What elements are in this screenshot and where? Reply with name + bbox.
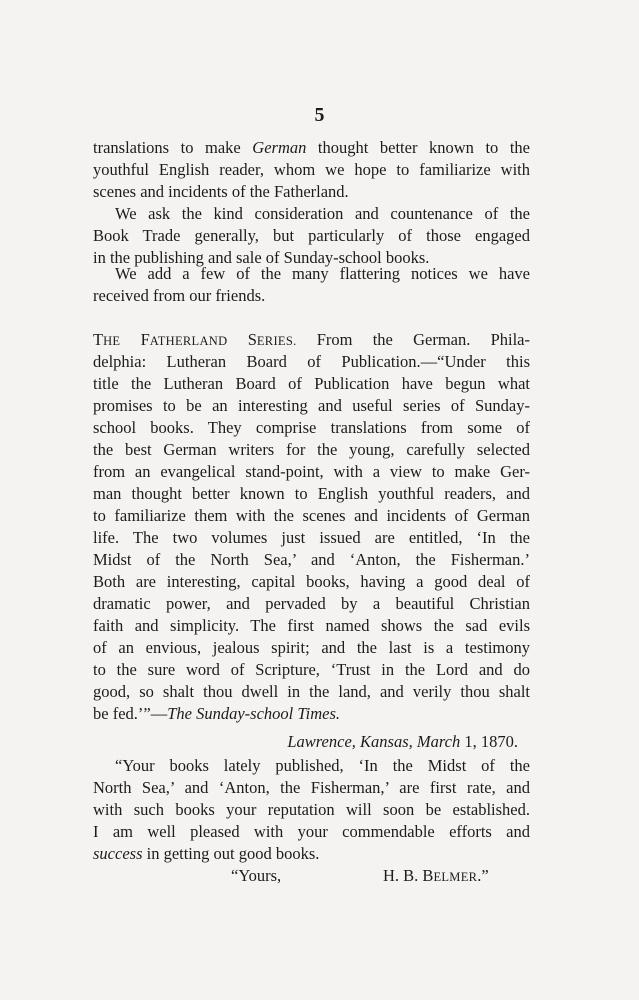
text-line: faith and simplicity. The first named shows the sad evils (93, 616, 530, 635)
text-line: dramatic power, and pervaded by a beautiful Christian (93, 594, 530, 613)
signer-name: H. B. BELMER.” (383, 866, 489, 885)
text-line: man thought better known to English youthful readers, and (93, 484, 530, 503)
letter-signature (93, 865, 530, 887)
text-line: be fed.’”—The Sunday-school Times. (93, 704, 341, 723)
closing: “Yours, (231, 866, 282, 885)
text-line: to the sure word of Scripture, ‘Trust in the Lord and do (93, 660, 530, 679)
text-line: Midst of the North Sea,’ and ‘Anton, the Fisherman.’ (93, 550, 530, 569)
letter (93, 731, 530, 887)
text-line: youthful English reader, whom we hope to familiarize with (93, 160, 530, 179)
letter-dateline: Lawrence, Kansas, March 1, 1870. (287, 732, 518, 751)
text-line: received from our friends. (93, 286, 266, 305)
text-line: to familiarize them with the scenes and incidents of German (93, 506, 530, 525)
source-title: The Sunday-school Times. (167, 704, 341, 723)
notice-title-line: THE FATHERLAND SERIES. From the German. Phila- (93, 330, 530, 349)
text-line: of an envious, jealous spirit; and the last is a testimony (93, 638, 530, 657)
text-line: promises to be an interesting and useful series of Sunday- (93, 396, 530, 415)
text-line: delphia: Lutheran Board of Publication.—“Under this (93, 352, 530, 371)
text-line: good, so shalt thou dwell in the land, and verily thou shalt (93, 682, 530, 701)
intro-paragraph (93, 263, 530, 307)
text-line: We add a few of the many flattering notices we have (115, 264, 530, 283)
text-line: life. The two volumes just issued are entitled, ‘In the (93, 528, 530, 547)
text-line: school books. They comprise translations from some of (93, 418, 530, 437)
text-line: “Your books lately published, ‘In the Midst of the (115, 756, 530, 775)
text-line: title the Lutheran Board of Publication have begun what (93, 374, 530, 393)
text-line: Both are interesting, capital books, having a good deal of (93, 572, 530, 591)
text-line: with such books your reputation will soon be established. (93, 800, 530, 819)
text-line: I am well pleased with your commendable efforts and (93, 822, 530, 841)
text-line: in the publishing and sale of Sunday-school books. (93, 248, 430, 267)
page-number: 5 (314, 104, 325, 126)
intro-paragraph (93, 137, 530, 203)
intro-paragraph (93, 203, 530, 269)
text-line: scenes and incidents of the Fatherland. (93, 182, 349, 201)
text-line: Book Trade generally, but particularly of those engaged (93, 226, 530, 245)
text-line: success in getting out good books. (93, 844, 320, 863)
text-line: translations to make German thought better known to the (93, 138, 531, 157)
review-notice (93, 329, 530, 725)
text-line: the best German writers for the young, carefully selected (93, 440, 530, 459)
text-line: North Sea,’ and ‘Anton, the Fisherman,’ are first rate, and (93, 778, 530, 797)
text-line: from an evangelical stand-point, with a view to make Ger- (93, 462, 530, 481)
text-line: We ask the kind consideration and countenance of the (115, 204, 530, 223)
